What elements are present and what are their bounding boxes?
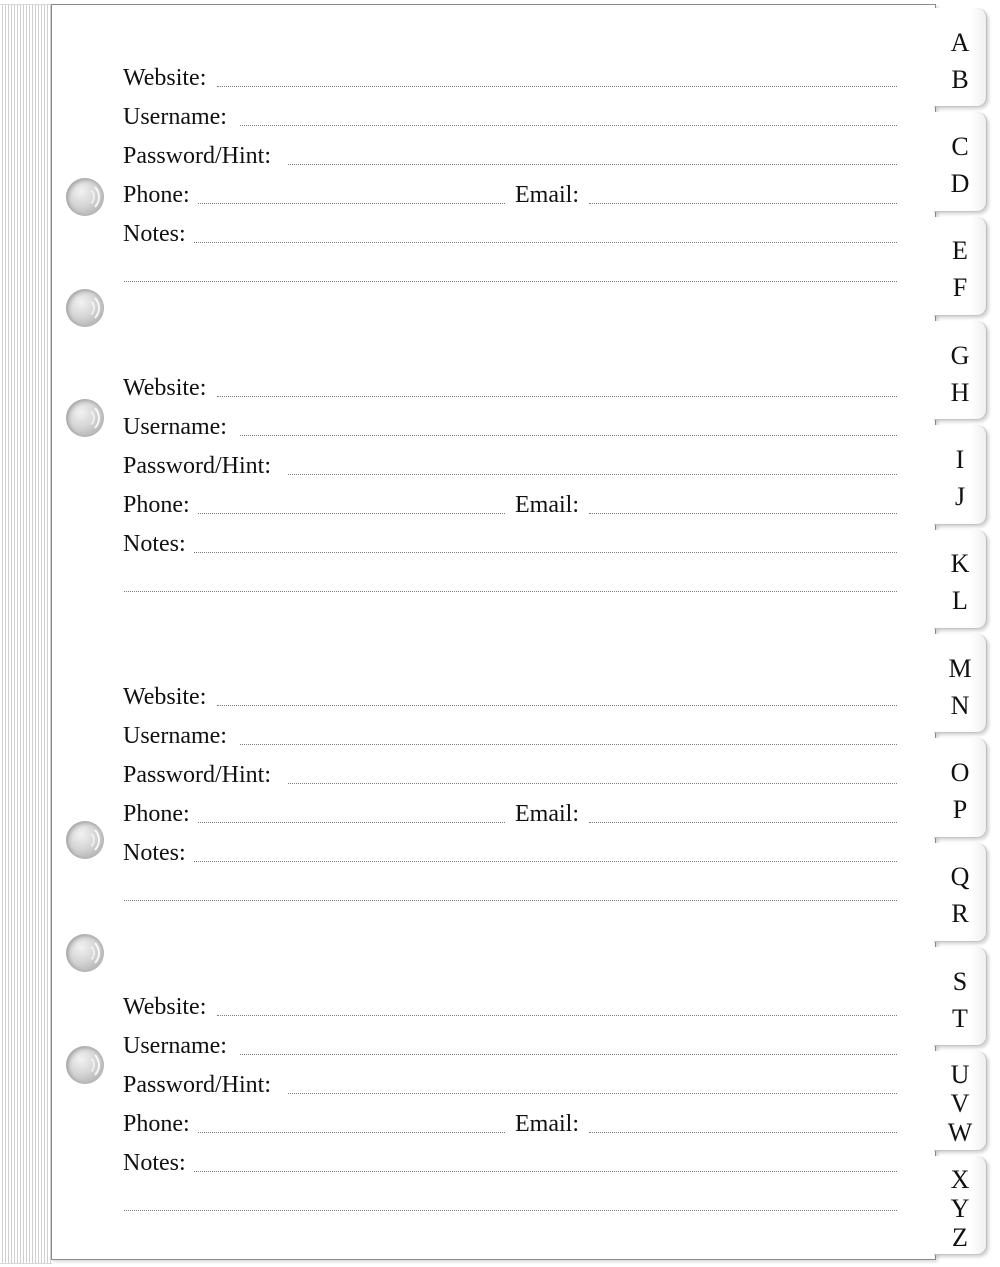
tab-uvw[interactable] — [934, 1051, 987, 1150]
phone-label: Phone: — [123, 1111, 190, 1137]
password-hint-line[interactable] — [288, 164, 897, 165]
email-label: Email: — [515, 182, 579, 208]
tab-ij[interactable] — [934, 425, 987, 524]
notes-extra-line[interactable] — [124, 281, 897, 282]
tab-letter-c: C — [951, 131, 969, 161]
binder-hole-3 — [66, 399, 104, 437]
notes-line[interactable] — [194, 1171, 897, 1172]
notes-line[interactable] — [194, 861, 897, 862]
phone-label: Phone: — [123, 182, 190, 208]
page-stack-edge — [0, 4, 52, 1264]
phone-line[interactable] — [198, 513, 505, 514]
tab-letter-b: B — [951, 64, 969, 94]
tab-xyz[interactable] — [934, 1156, 987, 1255]
tab-letter-v: V — [950, 1089, 970, 1119]
tab-gh[interactable] — [934, 321, 987, 420]
password-hint-line[interactable] — [288, 783, 897, 784]
username-label: Username: — [123, 723, 227, 749]
password-hint-line[interactable] — [288, 1093, 897, 1094]
tab-letter-t: T — [952, 1003, 968, 1033]
tab-letter-z: Z — [952, 1222, 968, 1252]
tab-mn[interactable] — [934, 634, 987, 733]
binder-hole-6 — [66, 1046, 104, 1084]
notes-label: Notes: — [123, 531, 186, 557]
website-line[interactable] — [217, 396, 897, 397]
website-label: Website: — [123, 65, 207, 91]
tab-letter-w: W — [947, 1118, 973, 1148]
website-label: Website: — [123, 994, 207, 1020]
binder-hole-5 — [66, 934, 104, 972]
tab-letter-n: N — [950, 690, 970, 720]
alphabet-tabs — [934, 8, 990, 1260]
tab-letter-x: X — [950, 1164, 970, 1194]
password-hint-label: Password/Hint: — [123, 762, 272, 788]
tab-letter-l: L — [952, 586, 968, 616]
tab-letter-o: O — [950, 757, 970, 787]
website-label: Website: — [123, 684, 207, 710]
notes-extra-line[interactable] — [124, 900, 897, 901]
binder-hole-1 — [66, 178, 104, 216]
password-hint-line[interactable] — [288, 474, 897, 475]
tab-letter-d: D — [950, 168, 970, 198]
tab-cd[interactable] — [934, 112, 987, 211]
website-label: Website: — [123, 375, 207, 401]
phone-line[interactable] — [198, 822, 505, 823]
notes-label: Notes: — [123, 1150, 186, 1176]
email-line[interactable] — [589, 513, 897, 514]
phone-line[interactable] — [198, 1132, 505, 1133]
tab-qr[interactable] — [934, 843, 987, 942]
tab-letter-e: E — [952, 236, 968, 266]
email-line[interactable] — [589, 1132, 897, 1133]
tab-ab[interactable] — [934, 8, 987, 107]
tab-letter-k: K — [950, 549, 970, 579]
website-line[interactable] — [217, 86, 897, 87]
email-label: Email: — [515, 1111, 579, 1137]
notes-line[interactable] — [194, 552, 897, 553]
tab-letter-s: S — [952, 966, 968, 996]
email-label: Email: — [515, 801, 579, 827]
password-hint-label: Password/Hint: — [123, 453, 272, 479]
password-hint-label: Password/Hint: — [123, 1072, 272, 1098]
tab-letter-q: Q — [950, 862, 970, 892]
notes-label: Notes: — [123, 840, 186, 866]
username-label: Username: — [123, 1033, 227, 1059]
tab-letter-g: G — [950, 340, 970, 370]
username-line[interactable] — [240, 125, 897, 126]
tab-letter-y: Y — [950, 1193, 970, 1223]
tab-st[interactable] — [934, 947, 987, 1046]
notes-line[interactable] — [194, 242, 897, 243]
username-line[interactable] — [240, 744, 897, 745]
username-line[interactable] — [240, 1054, 897, 1055]
tab-op[interactable] — [934, 738, 987, 837]
tab-letter-r: R — [951, 899, 969, 929]
website-line[interactable] — [217, 1015, 897, 1016]
website-line[interactable] — [217, 705, 897, 706]
phone-line[interactable] — [198, 203, 505, 204]
username-label: Username: — [123, 414, 227, 440]
tab-letter-u: U — [950, 1060, 970, 1090]
tab-letter-f: F — [952, 273, 968, 303]
tab-letter-h: H — [950, 377, 970, 407]
email-line[interactable] — [589, 203, 897, 204]
tab-kl[interactable] — [934, 530, 987, 629]
notes-extra-line[interactable] — [124, 1210, 897, 1211]
password-hint-label: Password/Hint: — [123, 143, 272, 169]
binder-hole-2 — [66, 289, 104, 327]
notes-extra-line[interactable] — [124, 591, 897, 592]
tab-letter-a: A — [950, 27, 970, 57]
notes-label: Notes: — [123, 221, 186, 247]
tab-letter-j: J — [954, 481, 966, 511]
email-line[interactable] — [589, 822, 897, 823]
tab-letter-p: P — [952, 794, 968, 824]
tab-letter-i: I — [955, 444, 965, 474]
phone-label: Phone: — [123, 801, 190, 827]
username-label: Username: — [123, 104, 227, 130]
tab-ef[interactable] — [934, 217, 987, 316]
tab-letter-m: M — [948, 653, 972, 683]
binder-hole-4 — [66, 821, 104, 859]
email-label: Email: — [515, 492, 579, 518]
username-line[interactable] — [240, 435, 897, 436]
phone-label: Phone: — [123, 492, 190, 518]
